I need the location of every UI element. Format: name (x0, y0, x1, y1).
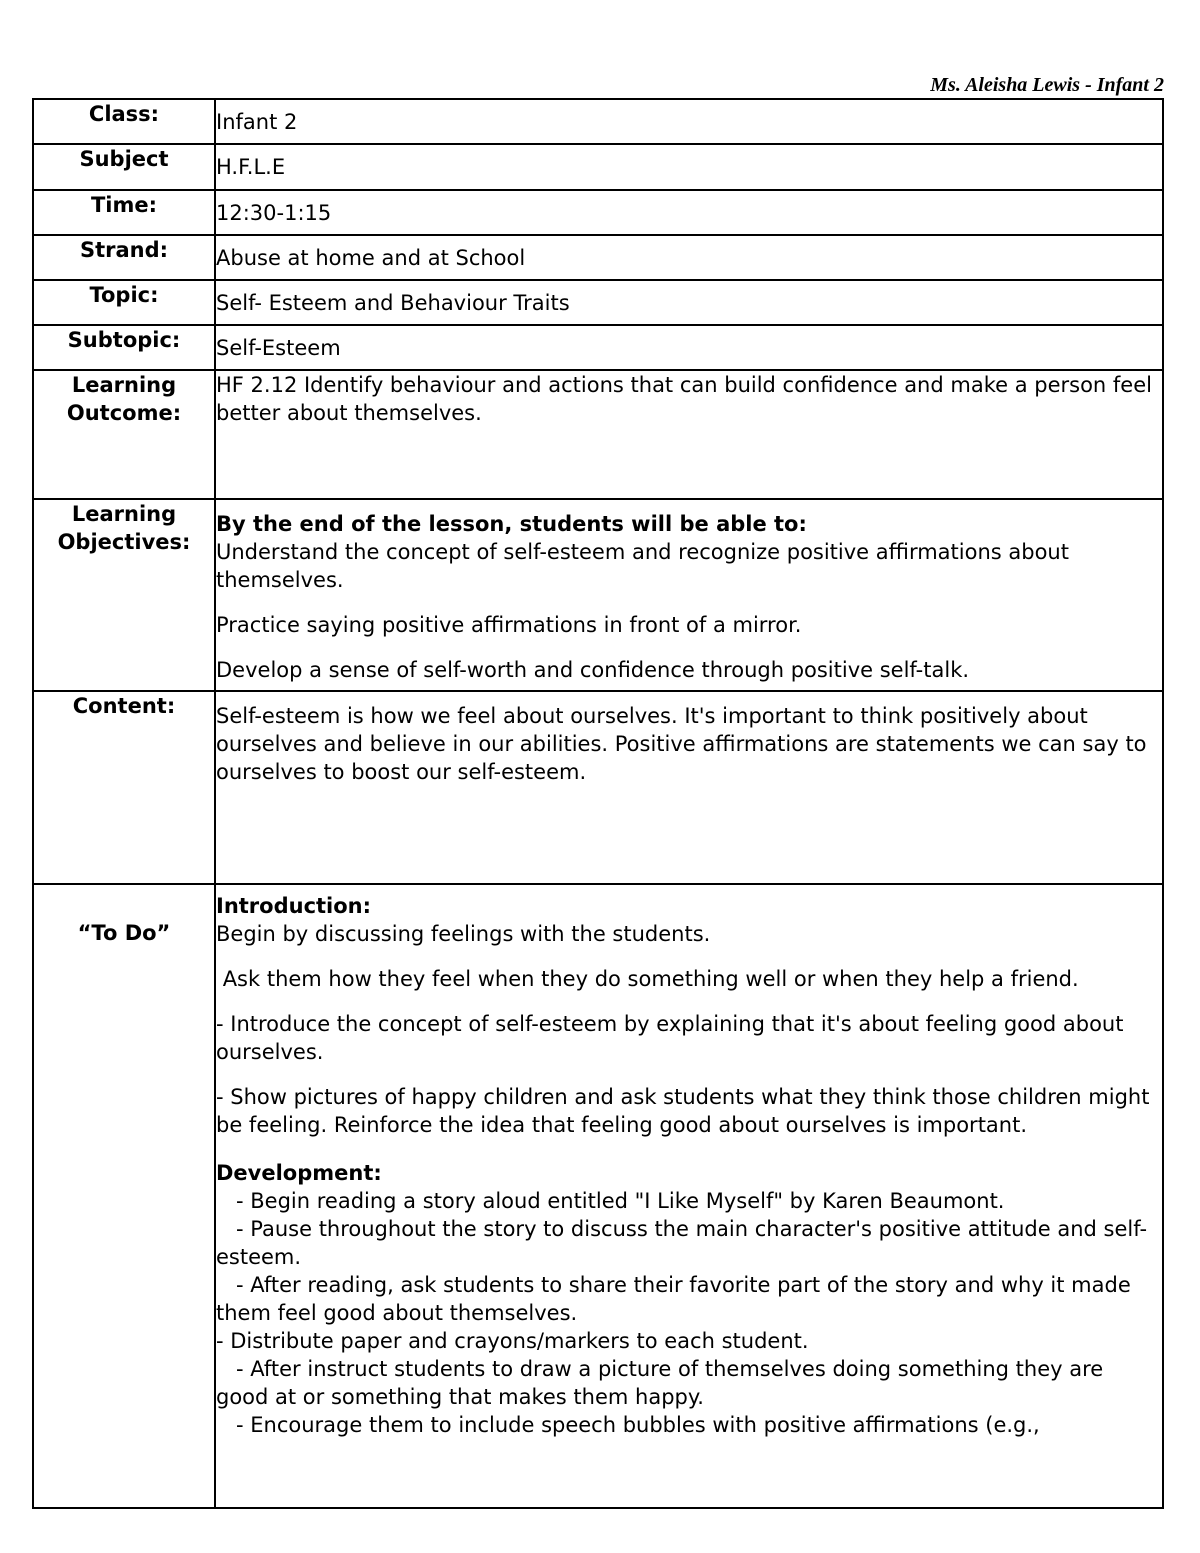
lesson-plan-table (32, 98, 1164, 1509)
dev-item-1: - Begin reading a story aloud entitled "I Like Myself" by Karen Beaumont. (236, 1189, 1005, 1213)
subject-label: Subject (33, 144, 215, 190)
topic-label: Topic: (33, 280, 215, 325)
row-learning-objectives (33, 499, 1163, 691)
objective-item-2: Practice saying positive affirmations in front of a mirror. (216, 613, 802, 637)
subject-value: H.F.L.E (215, 144, 1163, 190)
introduction-heading: Introduction: (216, 894, 372, 918)
learning-outcome-label (33, 370, 215, 499)
subtopic-value: Self-Esteem (215, 325, 1163, 370)
content-label: Content: (33, 691, 215, 884)
row-learning-outcome (33, 370, 1163, 499)
subtopic-label: Subtopic: (33, 325, 215, 370)
row-class (33, 99, 1163, 144)
dev-item-4: - Distribute paper and crayons/markers to each student. (216, 1329, 809, 1353)
objectives-lead: By the end of the lesson, students will be able to: (216, 512, 807, 536)
learning-objectives-label (33, 499, 215, 691)
row-subject (33, 144, 1163, 190)
row-strand (33, 235, 1163, 280)
time-value: 12:30-1:15 (215, 190, 1163, 235)
dev-item-3: - After reading, ask students to share their favorite part of the story and why it made them feel good about themselves. (216, 1273, 1131, 1325)
strand-label: Strand: (33, 235, 215, 280)
row-topic (33, 280, 1163, 325)
objective-item-3: Develop a sense of self-worth and confidence through positive self-talk. (216, 658, 970, 682)
dev-item-2: - Pause throughout the story to discuss the main character's positive attitude and self-esteem. (216, 1217, 1148, 1269)
header-note: Ms. Aleisha Lewis - Infant 2 (930, 74, 1164, 96)
learning-objectives-value (215, 499, 1163, 691)
learning-outcome-label-line2: Outcome: (66, 401, 182, 425)
dev-item-5: - After instruct students to draw a picture of themselves doing something they are good at or something that makes them happy. (216, 1357, 1104, 1409)
strand-value: Abuse at home and at School (215, 235, 1163, 280)
learning-outcome-label-line1: Learning (71, 373, 177, 397)
todo-value (215, 884, 1163, 1508)
row-subtopic (33, 325, 1163, 370)
dev-item-6: - Encourage them to include speech bubbles with positive affirmations (e.g., (236, 1413, 1040, 1437)
row-todo (33, 884, 1163, 1508)
learning-outcome-value: HF 2.12 Identify behaviour and actions that can build confidence and make a person feel better about themselves. (215, 370, 1163, 499)
todo-label: “To Do” (33, 884, 215, 1508)
class-value: Infant 2 (215, 99, 1163, 144)
development-heading: Development: (216, 1161, 382, 1185)
row-time (33, 190, 1163, 235)
row-content (33, 691, 1163, 884)
intro-item-2: Ask them how they feel when they do something well or when they help a friend. (216, 967, 1079, 991)
objective-item-1: Understand the concept of self-esteem and recognize positive affirmations about themselves. (216, 540, 1069, 592)
class-label: Class: (33, 99, 215, 144)
intro-item-4: - Show pictures of happy children and ask students what they think those children might be feeling. Reinforce the idea that feeling good about ourselves is important. (216, 1085, 1150, 1137)
spacer (216, 1139, 1162, 1159)
intro-item-3: - Introduce the concept of self-esteem by explaining that it's about feeling good about ourselves. (216, 1012, 1124, 1064)
learning-objectives-label-line1: Learning (71, 502, 177, 526)
topic-value: Self- Esteem and Behaviour Traits (215, 280, 1163, 325)
intro-item-1: Begin by discussing feelings with the students. (216, 922, 711, 946)
time-label: Time: (33, 190, 215, 235)
learning-objectives-label-line2: Objectives: (57, 530, 191, 554)
content-value: Self-esteem is how we feel about ourselves. It's important to think positively about ourselves and believe in our abilities. Positive affirmations are statements we can say to ourselves to boost our self-esteem. (215, 691, 1163, 884)
